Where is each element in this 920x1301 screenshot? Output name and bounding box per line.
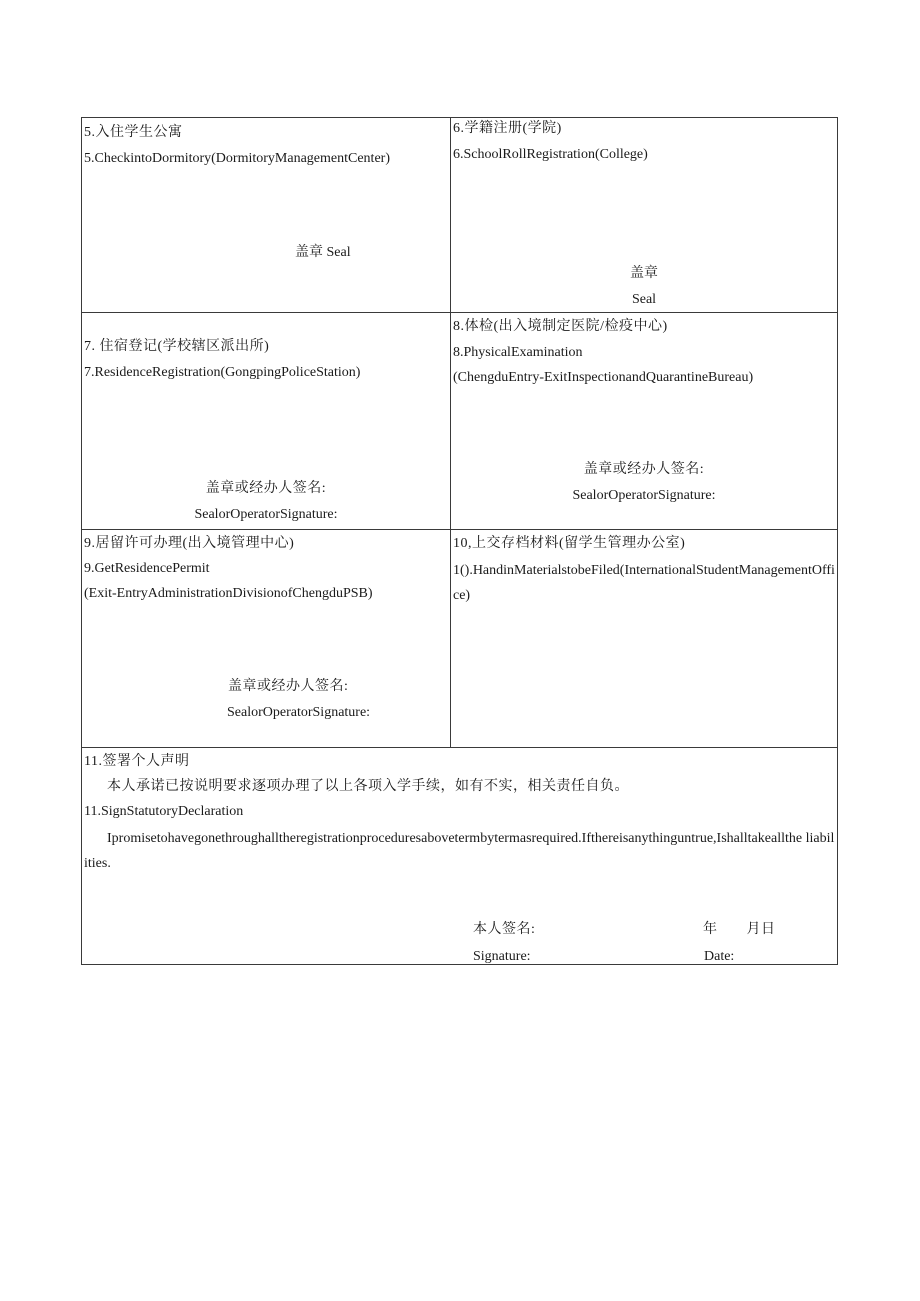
form-row-4 <box>82 748 837 966</box>
step-11-body-en: Ipromisetohavegonethroughalltheregistrationproceduresabovetermbytermasrequired.Ifthereisanythinguntrue,Ishalltakeallthe liabilities. <box>84 831 835 871</box>
step-8-title-en-2: (ChengduEntry-ExitInspectionandQuarantineBureau) <box>453 370 754 385</box>
step-8-sign-zh: 盖章或经办人签名: <box>583 462 705 477</box>
step-6-title-en: 6.SchoolRollRegistration(College) <box>453 147 648 162</box>
step-5-title-en: 5.CheckintoDormitory(DormitoryManagementCenter) <box>84 151 390 166</box>
signature-label-zh: 本人签名: <box>473 922 536 937</box>
date-label-en: Date: <box>704 949 735 964</box>
step-8-cell <box>451 313 837 529</box>
step-9-sign-en: SealorOperatorSignature: <box>227 705 371 720</box>
step-8-title-en-1: 8.PhysicalExamination <box>453 345 583 360</box>
step-8-sign-en: SealorOperatorSignature: <box>572 488 716 503</box>
step-5-seal: 盖章 Seal <box>295 245 351 260</box>
step-9-title-zh: 9.居留许可办理(出入境管理中心) <box>84 536 295 551</box>
step-9-cell <box>82 530 451 747</box>
step-5-title-zh: 5.入住学生公寓 <box>84 125 183 140</box>
step-9-title-en-1: 9.GetResidencePermit <box>84 561 210 576</box>
step-6-seal-zh: 盖章 <box>630 266 658 281</box>
step-10-title-zh: 10,上交存档材料(留学生管理办公室) <box>453 536 686 551</box>
step-11-body-zh: 本人承诺已按说明要求逐项办理了以上各项入学手续，如有不实，相关责任自负。 <box>107 779 629 794</box>
registration-form <box>81 117 838 965</box>
step-6-seal-en: Seal <box>631 292 657 307</box>
form-row-3 <box>82 530 837 748</box>
step-10-cell <box>451 530 837 747</box>
form-row-2 <box>82 313 837 530</box>
step-7-sign-zh: 盖章或经办人签名: <box>205 481 327 496</box>
step-9-sign-zh: 盖章或经办人签名: <box>228 679 349 694</box>
step-6-cell <box>451 118 837 312</box>
step-7-sign-en: SealorOperatorSignature: <box>194 507 338 522</box>
step-8-title-zh: 8.体检(出入境制定医院/检疫中心) <box>453 319 668 334</box>
step-5-cell <box>82 118 451 312</box>
signature-label-en: Signature: <box>473 949 531 964</box>
step-10-title-en: 1().HandinMaterialstobeFiled(InternationalStudentManagementOffice) <box>453 563 835 603</box>
form-row-1 <box>82 118 837 313</box>
step-11-cell <box>82 748 837 966</box>
step-9-title-en-2: (Exit-EntryAdministrationDivisionofChengduPSB) <box>84 586 373 601</box>
step-6-title-zh: 6.学籍注册(学院) <box>453 121 562 136</box>
step-11-title-en: 11.SignStatutoryDeclaration <box>84 804 244 819</box>
step-7-cell <box>82 313 451 529</box>
step-7-title-en: 7.ResidenceRegistration(GongpingPoliceStation) <box>84 365 361 380</box>
step-7-title-zh: 7. 住宿登记(学校辖区派出所) <box>84 339 270 354</box>
date-label-zh: 年 月日 <box>703 922 776 937</box>
step-11-title-zh: 11.签署个人声明 <box>84 754 190 769</box>
